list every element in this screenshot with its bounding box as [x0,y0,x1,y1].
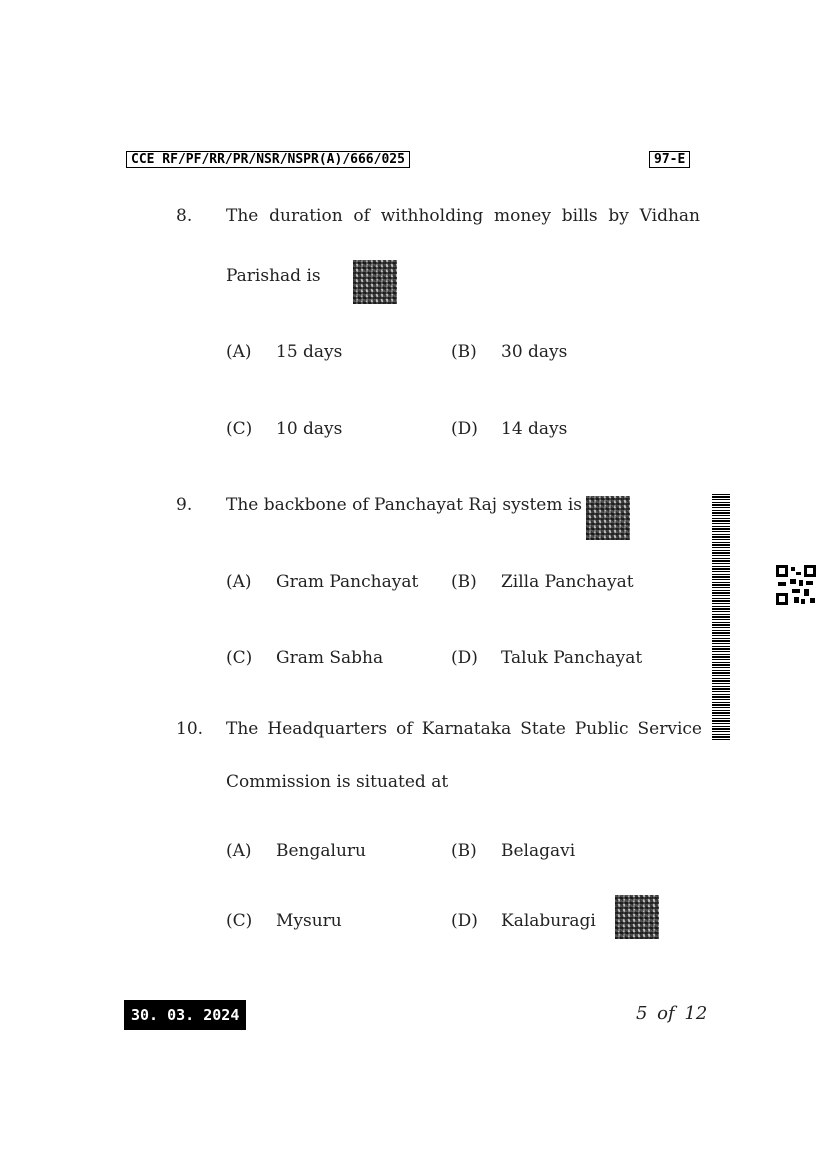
version-box [649,151,690,168]
q10-option-d-letter: (D) [451,911,478,931]
q8-option-a-text: 15 days [276,342,343,362]
side-qr-code-icon [776,565,816,605]
q9-option-b-text: Zilla Panchayat [501,572,634,592]
exam-date: 30. 03. 2024 [131,1006,240,1024]
question-9-text-line1: The backbone of Panchayat Raj system is [226,495,583,515]
exam-date-badge [124,1000,246,1030]
q9-option-d-text: Taluk Panchayat [501,648,643,668]
paper-code-box [126,151,410,168]
page-number: 5 of 12 [636,1003,708,1024]
vertical-barcode-icon [712,492,730,740]
q9-option-d-letter: (D) [451,648,478,668]
q8-option-d-text: 14 days [501,419,568,439]
q10-option-b-text: Belagavi [501,841,576,861]
q8-option-d-letter: (D) [451,419,478,439]
question-8-number: 8. [176,206,193,226]
question-9-qr-icon [586,496,630,540]
q9-option-b-letter: (B) [451,572,477,592]
q10-option-b-letter: (B) [451,841,477,861]
question-8-text-line2: Parishad is [226,266,321,286]
q10-option-a-text: Bengaluru [276,841,366,861]
q10-option-d-text: Kalaburagi [501,911,596,931]
q8-option-b-letter: (B) [451,342,477,362]
q8-option-c-letter: (C) [226,419,253,439]
q9-option-a-letter: (A) [226,572,252,592]
question-10-text-line1: The Headquarters of Karnataka State Public Service [226,719,702,739]
q9-option-a-text: Gram Panchayat [276,572,419,592]
q8-option-a-letter: (A) [226,342,252,362]
question-10-text-line2: Commission is situated at [226,772,449,792]
q10-option-a-letter: (A) [226,841,252,861]
q9-option-c-text: Gram Sabha [276,648,384,668]
paper-code: CCE RF/PF/RR/PR/NSR/NSPR(A)/666/025 [131,152,405,167]
version-code: 97-E [654,152,686,167]
question-10-number: 10. [176,719,204,739]
question-8-text-line1: The duration of withholding money bills by Vidhan [226,206,700,226]
question-10-qr-icon [615,895,659,939]
q10-option-c-text: Mysuru [276,911,342,931]
question-9-number: 9. [176,495,193,515]
q8-option-b-text: 30 days [501,342,568,362]
q8-option-c-text: 10 days [276,419,343,439]
q9-option-c-letter: (C) [226,648,253,668]
q10-option-c-letter: (C) [226,911,253,931]
question-8-qr-icon [353,260,397,304]
